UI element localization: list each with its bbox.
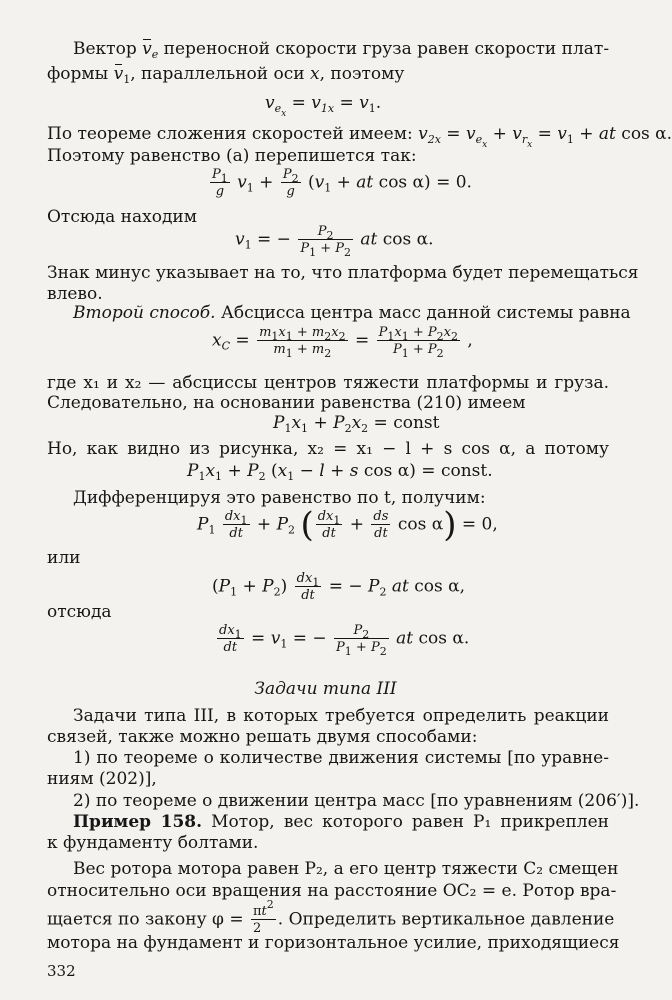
text-line: формы $v_1$, параллельной оси x, поэтому: [47, 64, 405, 86]
section-heading: Задачи типа III: [254, 679, 397, 699]
text-line: Знак минус указывает на то, что платформа будет перемещаться: [47, 263, 639, 283]
text-line: По теореме сложения скоростей имеем: $v_{2x} = v_{e_x} + v_{r_x} = v_1$ + at cos α.: [47, 124, 672, 150]
text-line: или: [47, 548, 81, 568]
text-line: Задачи типа III, в которых требуется определить реакции: [73, 706, 609, 726]
text-line: Поэтому равенство (а) перепишется так:: [47, 146, 417, 166]
equation: $(P_1 + P_2)$ $\frac{dx_1}{dt}$ = − $P_2$ at cos α,: [212, 571, 466, 603]
text-line: 2) по теореме о движении центра масс [по уравнениям (206′)].: [73, 791, 640, 811]
text-line: к фундаменту болтами.: [47, 833, 259, 853]
text-line: Вес ротора мотора равен P₂, а его центр тяжести C₂ смещен: [73, 859, 619, 879]
text-line: мотора на фундамент и горизонтальное усилие, приходящиеся: [47, 933, 620, 953]
velocity-vector: v: [142, 39, 152, 59]
equation: $P_1$ $\frac{dx_1}{dt}$ + $P_2$ ( $\frac{dx_1}{dt}$ + $\frac{ds}{dt}$ cos α) = 0,: [197, 505, 498, 545]
text-line: где x₁ и x₂ — абсциссы центров тяжести платформы и груза.: [47, 373, 609, 393]
text-line: относительно оси вращения на расстояние OC₂ = e. Ротор вра-: [47, 881, 617, 901]
equation: $\frac{dx_1}{dt}$ = $v_1$ = − $\frac{P_2}{P_1 + P_2}$ at cos α.: [219, 623, 470, 658]
text-line: щается по закону φ = $\frac{\pi t^2}{2}$ . Определить вертикальное давление: [47, 898, 615, 936]
equation: $v_{e_x} = v_{1x} = v_1$.: [265, 93, 382, 119]
text-line: Отсюда находим: [47, 207, 197, 227]
text-line: Вектор $v_e$ переносной скорости груза равен скорости плат-: [73, 39, 610, 61]
equation: $P_1x_1 + P_2$ ($x_1 - l + s$ cos α) = const.: [187, 461, 493, 483]
text-line: 1) по теореме о количестве движения системы [по уравне-: [73, 748, 609, 768]
text-line: связей, также можно решать двумя способами:: [47, 727, 478, 747]
text-line: ниям (202)],: [47, 769, 157, 789]
text-line: Дифференцируя это равенство по t, получим:: [73, 488, 486, 508]
text-line: отсюда: [47, 602, 112, 622]
equation: $P_1x_1 + P_2x_2$ = const: [273, 413, 440, 435]
text-line: влево.: [47, 284, 103, 304]
equation: $x_C$ = $\frac{m_1x_1 + m_2x_2}{m_1 + m_2}$ = $\frac{P_1x_1 + P_2x_2}{P_1 + P_2}$ ,: [212, 325, 473, 360]
text-line: Пример 158. Мотор, вес которого равен P₁ прикреплен: [73, 812, 609, 832]
text-line: Но, как видно из рисунка, x₂ = x₁ − l + s cos α, а потому: [47, 439, 609, 459]
velocity-vector: v: [113, 64, 124, 84]
equation: $v_1$ = − $\frac{P_2}{P_1 + P_2}$ at cos α.: [235, 224, 434, 259]
equation: $\frac{P_1}{g}$ $v_1$ + $\frac{P_2}{g}$ ($v_1$ + at cos α) = 0.: [212, 167, 472, 199]
text-line: Следовательно, на основании равенства (210) имеем: [47, 393, 526, 413]
text-line: Второй способ. Абсцисса центра масс данной системы равна: [73, 303, 631, 323]
page-number: 332: [47, 962, 76, 980]
example-label: Пример 158.: [73, 812, 203, 832]
